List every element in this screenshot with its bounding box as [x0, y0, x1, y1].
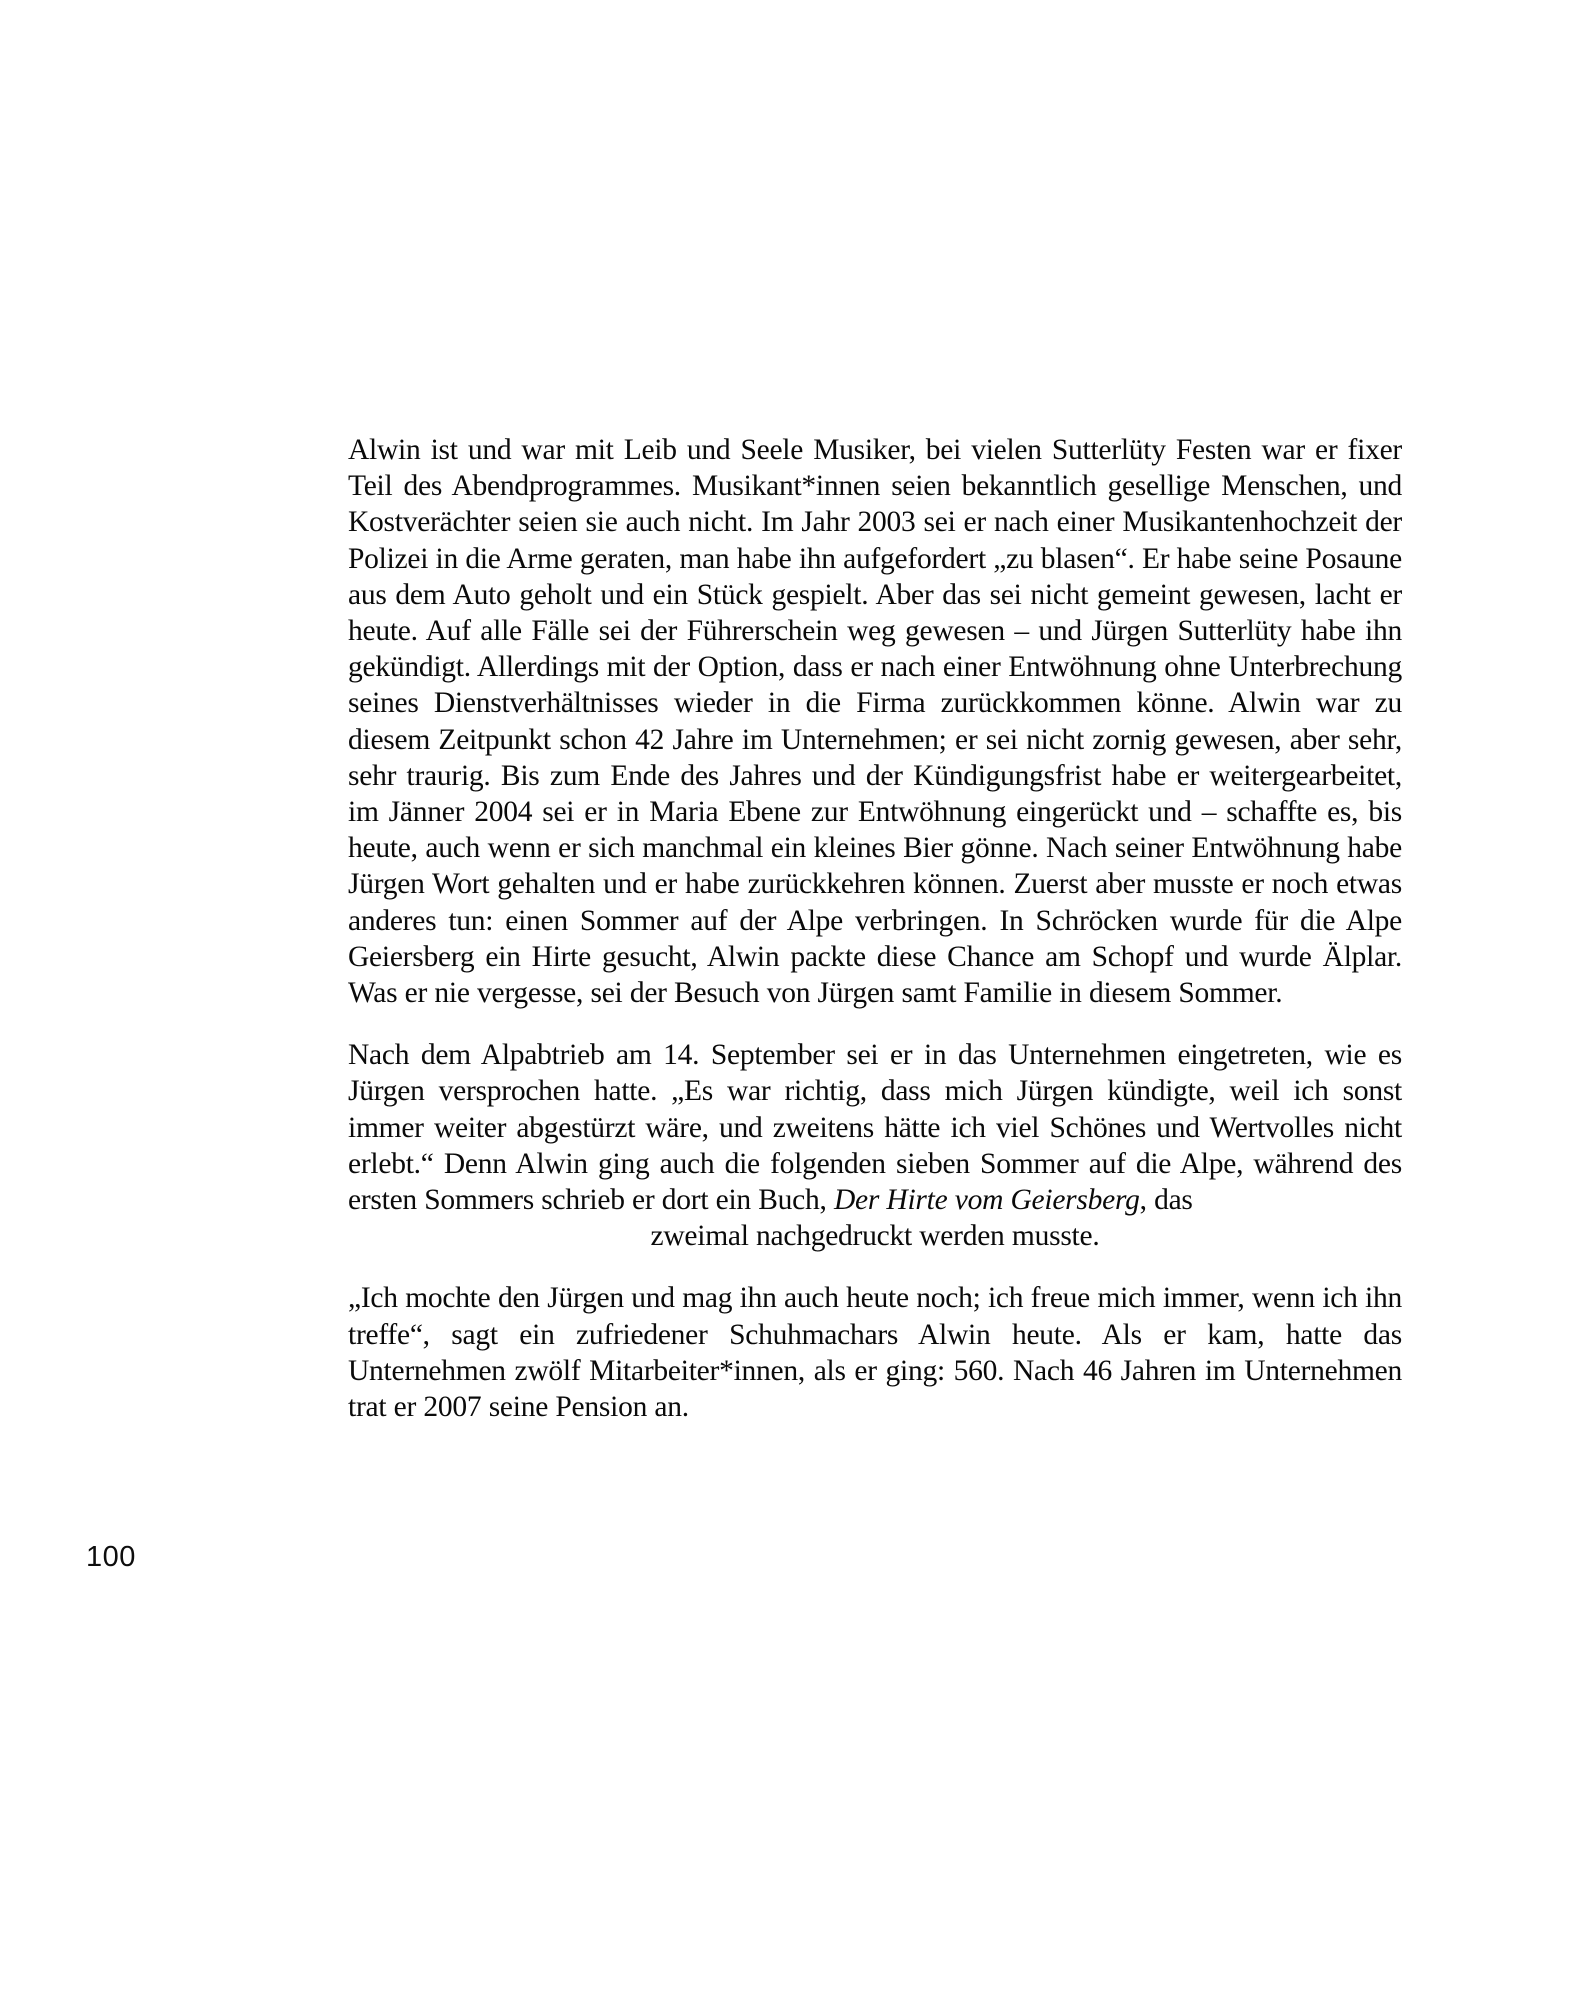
paragraph-2-centered-last-line: zweimal nachgedruckt werden musste.	[650, 1220, 1100, 1253]
paragraph-1: Alwin ist und war mit Leib und Seele Musiker, bei vielen Sutterlüty Festen war er fixer Teil des Abendprogrammes. Musikant*innen seien bekanntlich gesellige Menschen, und Kostverächter seien sie auch nicht. Im Jahr 2003 sei er nach einer Musikantenhochzeit der Polizei in die Arme geraten, man habe ihn aufgefordert „zu blasen“. Er habe seine Posaune aus dem Auto geholt und ein Stück gespielt. Aber das sei nicht gemeint gewesen, lacht er heute. Auf alle Fälle sei der Führerschein weg gewesen – und Jürgen Sutterlüty habe ihn gekündigt. Allerdings mit der Option, dass er nach einer Entwöhnung ohne Unterbrechung seines Dienstverhältnisses wieder in die Firma zurückkommen könne. Alwin war zu diesem Zeitpunkt schon 42 Jahre im Unternehmen; er sei nicht zornig gewesen, aber sehr, sehr traurig. Bis zum Ende des Jahres und der Kündigungsfrist habe er weitergearbeitet, im Jänner 2004 sei er in Maria Ebene zur Entwöhnung eingerückt und – schaffte es, bis heute, auch wenn er sich manchmal ein kleines Bier gönne. Nach seiner Entwöhnung habe Jürgen Wort gehalten und er habe zurückkehren können. Zuerst aber musste er noch etwas anderes tun: einen Sommer auf der Alpe verbringen. In Schröcken wurde für die Alpe Geiersberg ein Hirte gesucht, Alwin packte diese Chance am Schopf und wurde Älplar. Was er nie vergesse, sei der Besuch von Jürgen samt Familie in diesem Sommer.	[348, 434, 1402, 1010]
paragraph-3: „Ich mochte den Jürgen und mag ihn auch heute noch; ich freue mich immer, wenn ich ihn treffe“, sagt ein zufriedener Schuhmachars Alwin heute. Als er kam, hatte das Unternehmen zwölf Mitarbeiter*innen, als er ging: 560. Nach 46 Jahren im Unternehmen trat er 2007 seine Pension an.	[348, 1282, 1402, 1424]
paragraph-2-text-after-title: , das	[1139, 1184, 1193, 1217]
text-column	[348, 432, 1402, 1425]
page-number: 100	[86, 1541, 136, 1573]
book-title-italic: Der Hirte vom Geiersberg	[833, 1184, 1140, 1217]
paragraph-2-text-before-title: Nach dem Alpabtrieb am 14. September sei er in das Unternehmen eingetreten, wie es Jürgen versprochen hatte. „Es war richtig, dass mich Jürgen kündigte, weil ich sonst immer weiter abgestürzt wäre, und zweitens hätte ich viel Schönes und Wertvolles nicht erlebt.“ Denn Alwin ging auch die folgenden sieben Sommer auf die Alpe, während des ersten Sommers schrieb er dort ein Buch,	[348, 1039, 1402, 1217]
paragraph-2	[348, 1037, 1402, 1254]
